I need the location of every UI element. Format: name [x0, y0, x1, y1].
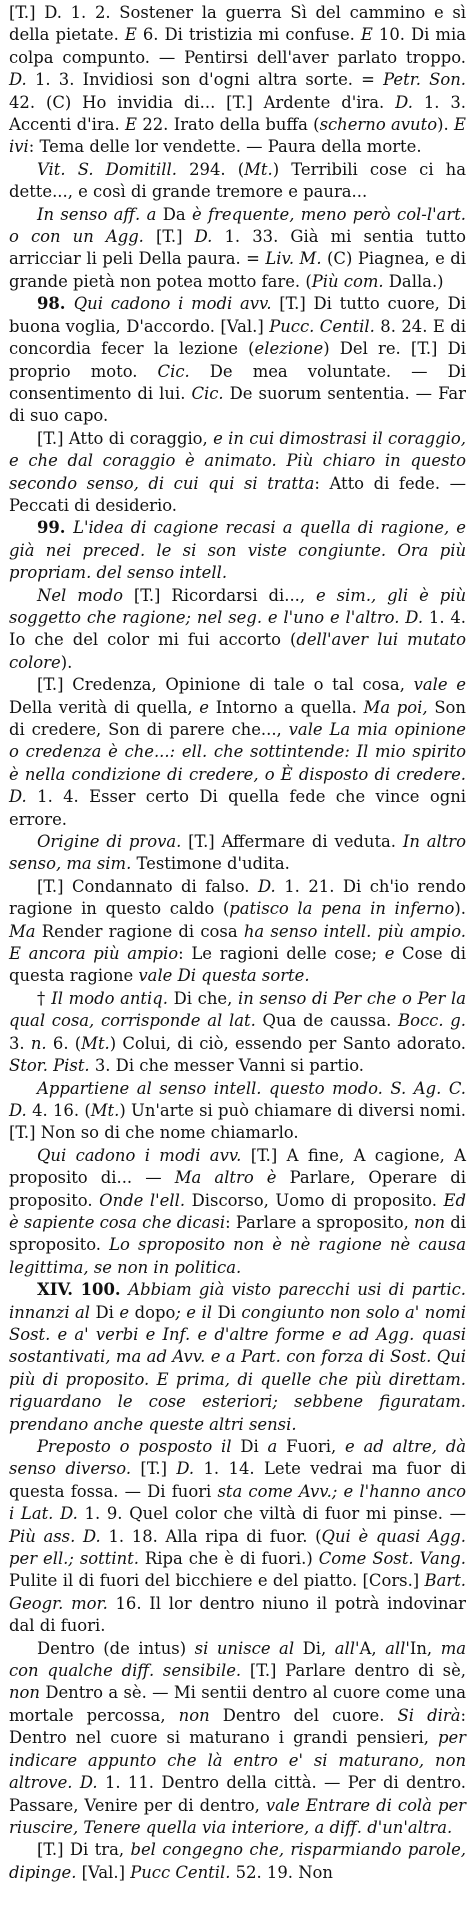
italic-text: D.	[176, 1459, 195, 1479]
text-run: di sproposito.	[9, 1212, 466, 1255]
italic-text: D.	[9, 70, 27, 90]
italic-text: D.	[257, 876, 276, 896]
text-run: 1. 3. Invidiosi son d'ogni altra sorte. =	[26, 70, 384, 90]
text-run: [Val.]	[76, 1862, 131, 1882]
dictionary-paragraph	[9, 159, 466, 204]
italic-text: sta come Avv.; e l'hanno anco i Lat.	[9, 1481, 466, 1524]
italic-text: Ma poi,	[363, 697, 428, 717]
text-run: Dentro (de intus)	[37, 1638, 195, 1658]
italic-text: In altro senso, ma sim.	[9, 832, 466, 874]
text-run: A,	[359, 1638, 386, 1658]
dictionary-paragraph	[9, 876, 466, 988]
text-run: Di	[211, 1302, 242, 1322]
italic-text: Pucc Centil.	[130, 1862, 231, 1882]
italic-text: ; e il	[175, 1302, 212, 1322]
italic-text: D.	[194, 227, 213, 247]
text-run: [T.] Atto di coraggio,	[37, 428, 214, 448]
text-run: Dentro del cuore.	[209, 1705, 398, 1725]
text-run: [T.] Di tutto cuore, Di buona voglia, D'accordo. [Val.]	[9, 294, 466, 336]
dictionary-paragraph	[9, 204, 466, 294]
text-run: ).	[437, 115, 455, 135]
dictionary-paragraph	[9, 428, 466, 518]
dictionary-paragraph	[9, 1839, 466, 1884]
italic-text: all'	[385, 1638, 410, 1658]
italic-text: vale Entrare di colà per riuscire, Tenere quella via interiore, a diff. d'un'altra.	[9, 1795, 466, 1837]
text-run: De suorum sententia. — Far di suo capo.	[9, 383, 466, 426]
text-run: Fuori,	[277, 1437, 345, 1456]
italic-text: Ma	[9, 921, 36, 941]
italic-text: scherno avuto	[319, 115, 438, 135]
text-run: 294. (	[177, 159, 245, 179]
italic-text: Come Sost.	[318, 1549, 414, 1569]
text-run: ) Terribili cose ci ha dette..., e così di grande tremore e paura...	[9, 159, 467, 202]
text-run: Di	[231, 1437, 268, 1456]
italic-text: per indicare appunto che là entro e' si maturano, non altrove.	[9, 1728, 466, 1793]
dictionary-paragraph	[9, 988, 466, 1078]
dictionary-paragraph	[9, 1436, 466, 1638]
dictionary-paragraph	[9, 1078, 466, 1145]
text-run: †	[37, 988, 52, 1008]
italic-text: Pucc. Centil.	[269, 316, 375, 336]
entry-number: 99.	[37, 518, 74, 538]
text-run: 1. 11. Dentro della città. — Per di dentro. Passare, Venire per di dentro,	[9, 1773, 466, 1815]
dictionary-paragraph	[9, 1279, 466, 1436]
text-run: 8. 24. E di concordia fecer la lezione (	[9, 316, 466, 359]
italic-text: Mt.	[81, 1033, 110, 1053]
dictionary-paragraph	[9, 517, 466, 584]
italic-text: e ad altre, dà senso diverso.	[9, 1437, 466, 1479]
dictionary-paragraph	[9, 831, 466, 876]
italic-text: all'	[334, 1638, 360, 1658]
text-run: [T.] Condannato di falso.	[37, 876, 258, 896]
italic-text: non	[9, 1683, 40, 1703]
text-run: ).	[60, 652, 73, 672]
text-run: (C) Piagnea, e di grande pietà non potea motto fare. (	[9, 249, 466, 291]
text-run: [T.] Di tra,	[37, 1840, 131, 1860]
text-run: 1. 9. Quel color che viltà di fuor mi pinse. —	[77, 1504, 466, 1524]
text-run: Render ragione di cosa	[35, 921, 244, 941]
dictionary-paragraph	[9, 1638, 466, 1840]
italic-text: vale Di questa sorte.	[138, 966, 310, 986]
text-run: Discorso, Uomo di proposito.	[185, 1190, 444, 1210]
dictionary-paragraph	[9, 585, 466, 675]
italic-text: n.	[30, 1033, 47, 1053]
text-run	[75, 1527, 83, 1546]
dictionary-paragraph	[9, 1145, 466, 1279]
text-run: ) Un'arte si può chiamare di diversi nomi. [T.] Non so di che nome chiamarlo.	[9, 1100, 467, 1143]
italic-text: a	[267, 1437, 278, 1456]
text-run: : Tema delle lor vendette. — Paura della morte.	[28, 137, 422, 157]
italic-text: D.	[83, 1526, 101, 1546]
italic-text: E ivi	[9, 115, 466, 157]
text-run: 1. 18. Alla ripa di fuor. (	[100, 1526, 322, 1546]
text-run: [T.] Affermare di veduta.	[181, 832, 403, 852]
italic-text: Ma altro è	[174, 1168, 277, 1188]
text-run: 1. 4. Esser certo Di quella fede che vince ogni errore.	[9, 787, 466, 829]
text-run: Di	[90, 1302, 120, 1322]
text-run: [T.]	[143, 227, 195, 247]
italic-text: Cic.	[157, 361, 190, 381]
italic-text: Vit. S. Domitill.	[37, 159, 177, 179]
text-run: 16. Il lor dentro niuno il potrà indovinar dal di fuori.	[9, 1593, 466, 1636]
italic-text: elezione	[254, 339, 324, 359]
italic-text: Lo sproposito non è nè ragione nè causa legittima, se non in politica.	[9, 1235, 466, 1277]
text-run: De mea voluntate. — Di consentimento di lui.	[9, 361, 466, 403]
italic-text: non	[178, 1705, 210, 1725]
italic-text: è frequente, meno però col-l'art. o con un Agg.	[9, 204, 466, 247]
text-run: 1. 3. Accenti d'ira.	[9, 92, 466, 135]
italic-text: in senso di Per che o Per la qual cosa, corrisponde al lat.	[9, 988, 466, 1031]
italic-text: e	[119, 1302, 130, 1322]
dictionary-paragraph	[9, 293, 466, 427]
italic-text: Liv. M.	[265, 249, 322, 269]
text-run: Cose di questa ragione	[9, 944, 466, 986]
text-run: 52. 19. Non	[230, 1862, 333, 1882]
italic-text: dell'aver lui mutato colore	[9, 630, 467, 672]
text-run: : Atto di fede. — Peccati di desiderio.	[9, 473, 467, 515]
text-run: Pulite il di fuori del bicchiere e del piatto. [Cors.]	[9, 1571, 425, 1591]
text-run: 1. 21. Di ch'io rendo ragione in questo caldo (	[9, 876, 466, 919]
italic-text: si unisce al	[194, 1638, 295, 1658]
text-run: Da	[156, 204, 192, 224]
italic-text: Cic.	[191, 383, 224, 403]
text-run: [T.]	[131, 1459, 177, 1479]
italic-text: S. Ag. C. D.	[9, 1078, 467, 1120]
text-run: [T.] A fine, A cagione, A proposito di... —	[9, 1145, 466, 1188]
text-run: : Parlare a sproposito,	[225, 1212, 415, 1232]
italic-text: D.	[60, 1504, 78, 1524]
italic-text: e in cui dimostrasi il coraggio, e che dal coraggio è animato. Più chiaro in questo secondo senso, di cui qui si tratta	[9, 428, 466, 493]
italic-text: patisco la pena in inferno	[229, 899, 455, 919]
italic-text: Petr. Son.	[383, 70, 466, 90]
text-run: 10. Di mia colpa compunto. — Pentirsi dell'aver parlato troppo.	[9, 25, 466, 67]
italic-text: e	[384, 944, 395, 964]
italic-text: In senso aff. a	[37, 204, 157, 224]
italic-text: D.	[405, 607, 424, 627]
text-run: Dentro a sè. — Mi sentii dentro al cuore come una mortale percossa,	[9, 1683, 466, 1725]
italic-text: Appartiene al senso intell. questo modo.	[37, 1078, 383, 1098]
dictionary-paragraph	[9, 674, 466, 831]
text-run: ) Del re. [T.] Di proprio moto.	[9, 339, 467, 381]
text-run: In,	[409, 1638, 441, 1658]
text-run: Ripa che è di fuori.)	[138, 1549, 319, 1569]
dictionary-paragraph	[9, 2, 466, 159]
text-run: [T.] D. 1. 2. Sostener la guerra Sì del cammino e sì della pietate.	[9, 3, 466, 45]
italic-text: Il modo antiq.	[51, 988, 168, 1008]
italic-text: Ed è sapiente cosa che dicasi	[9, 1190, 466, 1232]
italic-text: ma con qualche diff. sensibile.	[9, 1638, 467, 1681]
italic-text: Più com.	[311, 271, 384, 291]
text-run: Son di credere, Son di parere che...,	[9, 697, 466, 739]
italic-text: Stor. Pist.	[9, 1056, 90, 1076]
italic-text: E	[360, 25, 373, 45]
text-run: ).	[454, 899, 466, 919]
text-run	[72, 1773, 79, 1792]
italic-text: Bocc. g.	[398, 1011, 466, 1031]
italic-text: Più ass.	[9, 1526, 76, 1546]
text-run: 42. (C) Ho invidia di... [T.] Ardente d'ira.	[9, 92, 396, 112]
italic-text: E	[125, 115, 137, 135]
text-run: dopo	[129, 1302, 176, 1322]
italic-text: e	[199, 697, 209, 717]
text-run: [T.] Parlare dentro di sè,	[241, 1661, 466, 1681]
text-run: : Dentro nel cuore si maturano i grandi pensieri,	[9, 1705, 466, 1748]
text-run: ) Colui, di ciò, essendo per Santo adorato.	[109, 1033, 466, 1053]
italic-text: vale e	[413, 675, 467, 695]
text-run: 3.	[9, 1033, 31, 1053]
text-run: Qua de caussa.	[255, 1011, 399, 1031]
italic-text: bel congegno che, risparmiando parole, dipinge.	[9, 1840, 466, 1882]
text-run: 4. 16. (	[26, 1100, 91, 1120]
text-run: 3. Di che messer Vanni si partio.	[89, 1056, 364, 1076]
italic-text: Origine di prova.	[37, 832, 182, 852]
italic-text: L'idea di cagione recasi a quella di ragione, e già nei preced. le si son viste congiunte. Ora più propriam. del senso intell.	[9, 518, 466, 583]
italic-text: Bart. Geogr. mor.	[9, 1571, 466, 1613]
text-run: Della verità di quella,	[9, 697, 200, 717]
italic-text: vale La mia opinione o credenza è che...: ell. che sottintende: Il mio spirito è nella condizione di credere, o È disposto di credere.	[9, 720, 466, 784]
italic-text: Mt.	[90, 1100, 120, 1120]
text-run: Di che,	[167, 988, 238, 1008]
italic-text: Preposto o posposto il	[37, 1437, 232, 1456]
italic-text: congiunto non solo a' nomi Sost. e a' verbi e Inf. e d'altre forme e ad Agg. quasi sostantivati, ma ad Avv. e a Part. con forza di Sost. Qui più di proposito. E prima, di quelle che più direttam. riguardano le cose esteriori; sebbene figuratam. prendano anche queste altri sensi.	[9, 1302, 466, 1434]
italic-text: Qui cadono i modi avv.	[73, 294, 272, 314]
entry-number: XIV. 100.	[37, 1280, 129, 1300]
italic-text: ha senso intell. più ampio. E ancora più ampio	[9, 921, 466, 964]
text-run: [T.] Ricordarsi di...,	[122, 585, 317, 605]
italic-text: D.	[79, 1773, 98, 1793]
italic-text: Vang.	[419, 1549, 466, 1569]
text-run: Di,	[294, 1638, 335, 1658]
text-run: 1. 14. Lete vedrai ma fuor di questa fossa. — Di fuori	[9, 1459, 466, 1501]
text-run: 1. 33. Già mi sentia tutto arricciar li peli Della paura. =	[9, 227, 467, 269]
italic-text: non	[414, 1212, 446, 1232]
italic-text: E	[124, 25, 137, 45]
text-run: Testimone d'udita.	[131, 854, 290, 874]
italic-text: Si dirà	[397, 1705, 461, 1725]
text-run: Parlare, Operare di proposito.	[9, 1168, 466, 1210]
italic-text: Nel modo	[37, 585, 123, 605]
italic-text: Qui è quasi Agg. per ell.; sottint.	[9, 1526, 467, 1569]
text-run: : Le ragioni delle cose;	[178, 944, 385, 964]
italic-text: Qui cadono i modi avv.	[37, 1145, 242, 1165]
text-run: Intorno a quella.	[208, 697, 364, 717]
text-run: Dalla.)	[383, 271, 444, 291]
italic-text: D.	[395, 92, 413, 112]
italic-text: Onde l'ell.	[99, 1190, 186, 1210]
text-run: 6. (	[46, 1033, 82, 1053]
text-run: 1. 4. Io che del color mi fui accorto (	[9, 607, 466, 650]
italic-text: Mt.	[244, 159, 273, 179]
text-run: 22. Irato della buffa (	[136, 115, 320, 135]
italic-text: e sim., gli è più soggetto che ragione; nel seg. e l'uno e l'altro.	[9, 585, 467, 627]
entry-number: 98.	[37, 294, 74, 314]
text-run: [T.] Credenza, Opinione di tale o tal cosa,	[37, 675, 414, 695]
italic-text: Abbiam già visto parecchi usi di partic. innanzi al	[9, 1280, 467, 1322]
italic-text: D.	[9, 787, 27, 807]
text-run: 6. Di tristizia mi confuse.	[136, 25, 361, 45]
